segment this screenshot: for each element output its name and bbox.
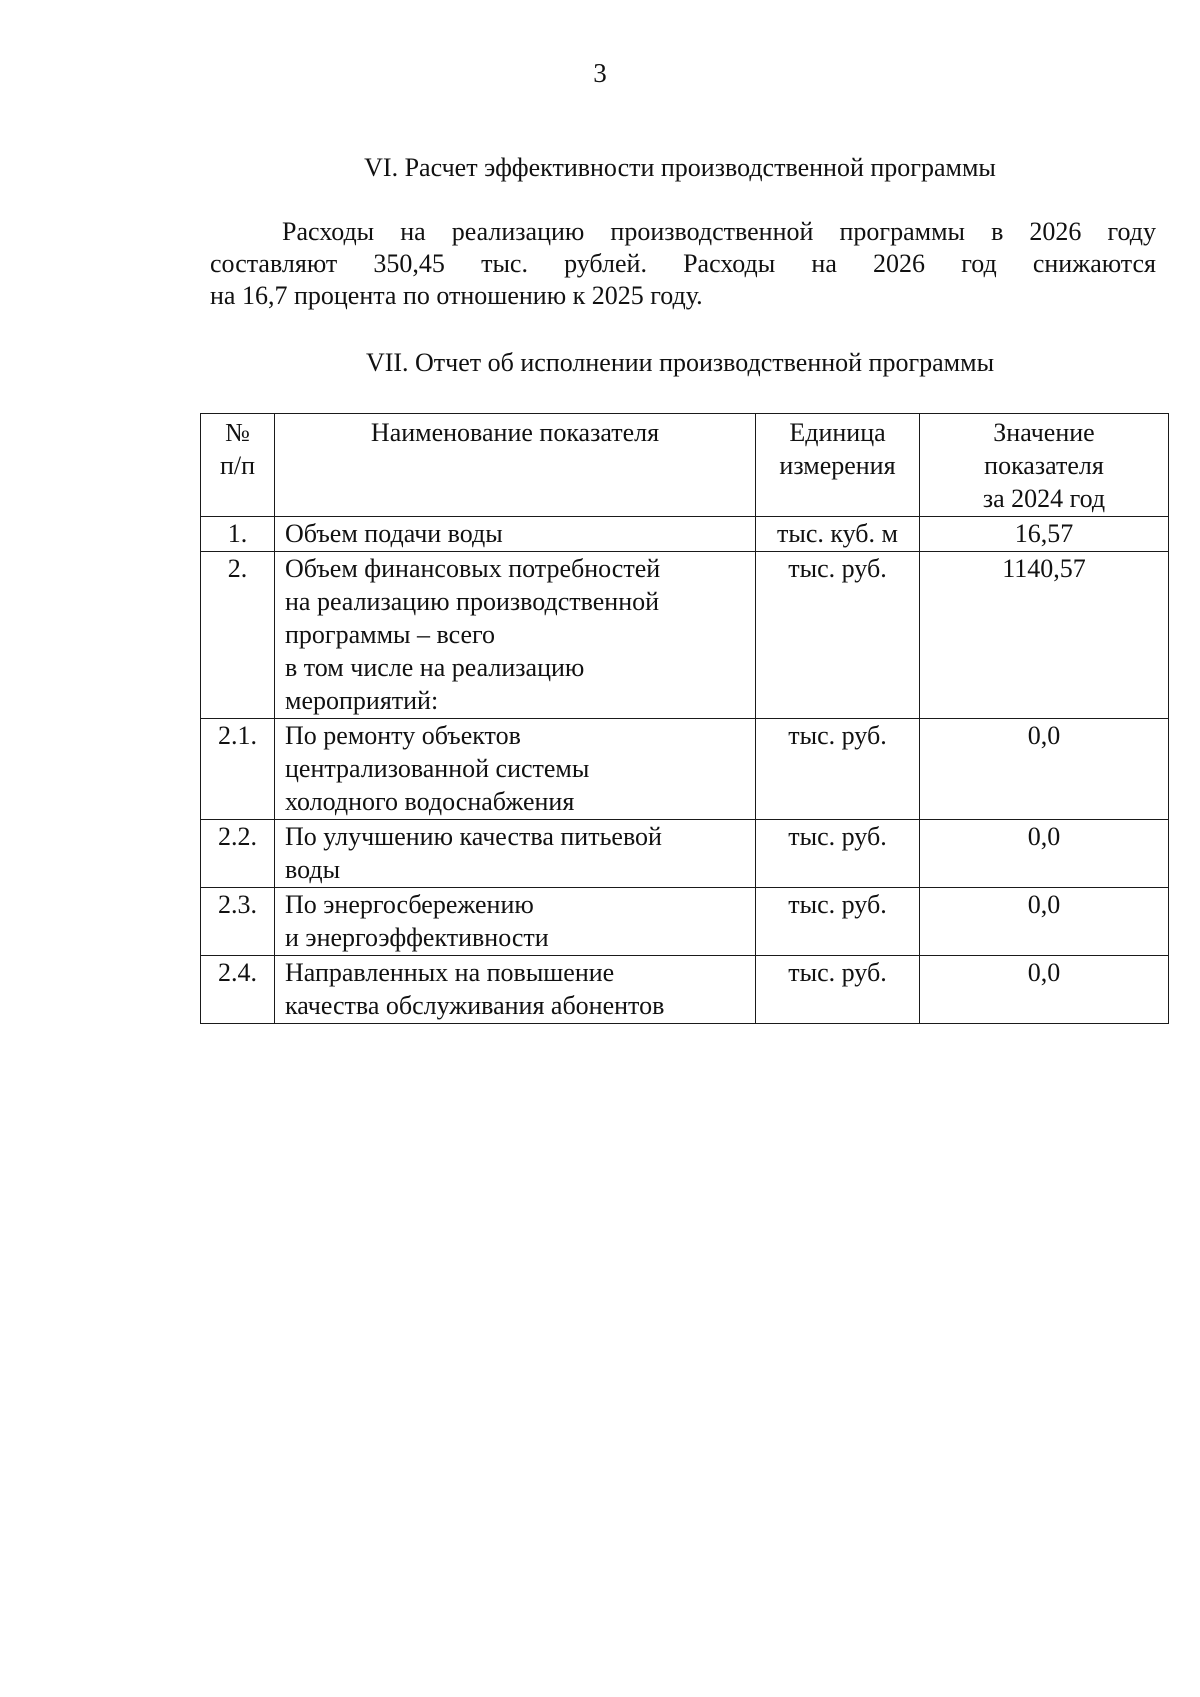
row-value: 0,0 bbox=[920, 888, 1169, 956]
row-name: Объем подачи воды bbox=[275, 517, 756, 552]
row-value: 0,0 bbox=[920, 719, 1169, 820]
row-name: По улучшению качества питьевой воды bbox=[275, 820, 756, 888]
row-unit: тыс. руб. bbox=[756, 552, 920, 719]
row-unit: тыс. руб. bbox=[756, 820, 920, 888]
table-row bbox=[201, 820, 1169, 888]
row-value: 1140,57 bbox=[920, 552, 1169, 719]
row-value: 0,0 bbox=[920, 956, 1169, 1024]
header-num: № п/п bbox=[201, 414, 275, 517]
section-7-heading: VII. Отчет об исполнении производственной программы bbox=[365, 348, 995, 377]
row-name: Направленных на повышение качества обслуживания абонентов bbox=[275, 956, 756, 1024]
row-num: 2.3. bbox=[201, 888, 275, 956]
paragraph-line: Расходы на реализацию производственной программы в 2026 году bbox=[282, 217, 1156, 246]
table-row bbox=[201, 552, 1169, 719]
row-value: 0,0 bbox=[920, 820, 1169, 888]
row-num: 2.2. bbox=[201, 820, 275, 888]
paragraph-line: на 16,7 процента по отношению к 2025 году. bbox=[210, 281, 703, 310]
table-row bbox=[201, 888, 1169, 956]
row-num: 2. bbox=[201, 552, 275, 719]
header-unit: Единица измерения bbox=[756, 414, 920, 517]
row-num: 2.1. bbox=[201, 719, 275, 820]
table-body bbox=[201, 517, 1169, 1024]
header-value: Значение показателя за 2024 год bbox=[920, 414, 1169, 517]
paragraph-line: составляют 350,45 тыс. рублей. Расходы на 2026 год снижаются bbox=[210, 249, 1156, 278]
row-num: 2.4. bbox=[201, 956, 275, 1024]
execution-report-table bbox=[200, 413, 1169, 1024]
table-row bbox=[201, 719, 1169, 820]
row-name: По ремонту объектов централизованной системы холодного водоснабжения bbox=[275, 719, 756, 820]
row-unit: тыс. куб. м bbox=[756, 517, 920, 552]
row-name: По энергосбережению и энергоэффективности bbox=[275, 888, 756, 956]
section-6-heading: VI. Расчет эффективности производственной программы bbox=[364, 153, 996, 182]
header-name: Наименование показателя bbox=[275, 414, 756, 517]
row-unit: тыс. руб. bbox=[756, 956, 920, 1024]
table-row bbox=[201, 956, 1169, 1024]
row-unit: тыс. руб. bbox=[756, 719, 920, 820]
row-value: 16,57 bbox=[920, 517, 1169, 552]
row-num: 1. bbox=[201, 517, 275, 552]
page-number: 3 bbox=[593, 58, 607, 88]
expenses-paragraph bbox=[210, 216, 1156, 312]
table-row bbox=[201, 517, 1169, 552]
table-header-row bbox=[201, 414, 1169, 517]
row-name: Объем финансовых потребностей на реализацию производственной программы – всего в том числе на реализацию мероприятий: bbox=[275, 552, 756, 719]
row-unit: тыс. руб. bbox=[756, 888, 920, 956]
